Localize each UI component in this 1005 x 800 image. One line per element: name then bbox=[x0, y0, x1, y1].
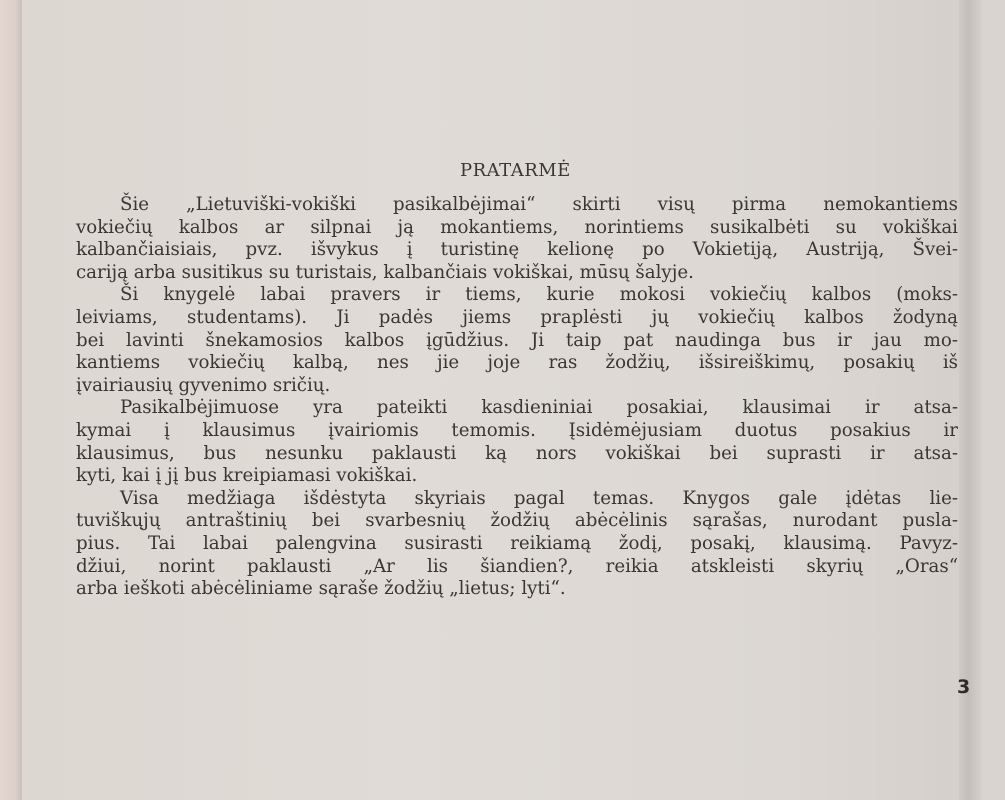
page-number: 3 bbox=[957, 676, 971, 698]
page-heading: PRATARMĖ bbox=[460, 160, 571, 181]
text-line: kalbančiaisiais, pvz. išvykus į turistinę kelionę po Vokietiją, Austriją, Švei- bbox=[76, 239, 958, 261]
page-body bbox=[76, 194, 958, 601]
text-line: klausimus, bus nesunku paklausti ką nors vokiškai bei suprasti ir atsa- bbox=[76, 442, 958, 464]
text-line: leiviams, studentams). Ji padės jiems praplėsti jų vokiečių kalbos žodyną bbox=[76, 306, 958, 328]
text-line: vokiečių kalbos ar silpnai ją mokantiems, norintiems susikalbėti su vokiškai bbox=[76, 216, 958, 238]
text-line: bei lavinti šnekamosios kalbos įgūdžius. Ji taip pat naudinga bus ir jau mo- bbox=[76, 329, 958, 351]
text-line: kantiems vokiečių kalbą, nes jie joje ras žodžių, išsireiškimų, posakių iš bbox=[76, 352, 958, 374]
text-line: įvairiausių gyvenimo sričių. bbox=[76, 374, 331, 396]
paragraph-3 bbox=[76, 397, 958, 487]
paragraph-4 bbox=[76, 488, 958, 601]
text-line: tuviškųjų antraštinių bei svarbesnių žodžių abėcėlinis sąrašas, nurodant pusla- bbox=[76, 510, 958, 532]
text-line: džiui, norint paklausti „Ar lis šiandien?, reikia atskleisti skyrių „Oras“ bbox=[76, 555, 958, 577]
text-line: Pasikalbėjimuose yra pateikti kasdieniniai posakiai, klausimai ir atsa- bbox=[120, 397, 958, 419]
paragraph-1 bbox=[76, 194, 958, 284]
page-left-margin bbox=[0, 0, 22, 800]
text-line: Visa medžiaga išdėstyta skyriais pagal temas. Knygos gale įdėtas lie- bbox=[120, 487, 958, 509]
text-line: arba ieškoti abėcėliniame sąraše žodžių „lietus; lyti“. bbox=[76, 578, 566, 600]
paragraph-2 bbox=[76, 284, 958, 397]
text-line: pius. Tai labai palengvina susirasti reikiamą žodį, posakį, klausimą. Pavyz- bbox=[76, 532, 958, 554]
text-line: kyti, kai į jį bus kreipiamasi vokiškai. bbox=[76, 465, 418, 487]
text-line: kymai į klausimus įvairiomis temomis. Įsidėmėjusiam duotus posakius ir bbox=[76, 419, 958, 441]
text-line: Šie „Lietuviški-vokiški pasikalbėjimai“ skirti visų pirma nemokantiems bbox=[120, 194, 958, 215]
text-line: cariją arba susitikus su turistais, kalbančiais vokiškai, mūsų šalyje. bbox=[76, 261, 694, 283]
text-line: Ši knygelė labai pravers ir tiems, kurie mokosi vokiečių kalbos (moks- bbox=[120, 284, 958, 306]
